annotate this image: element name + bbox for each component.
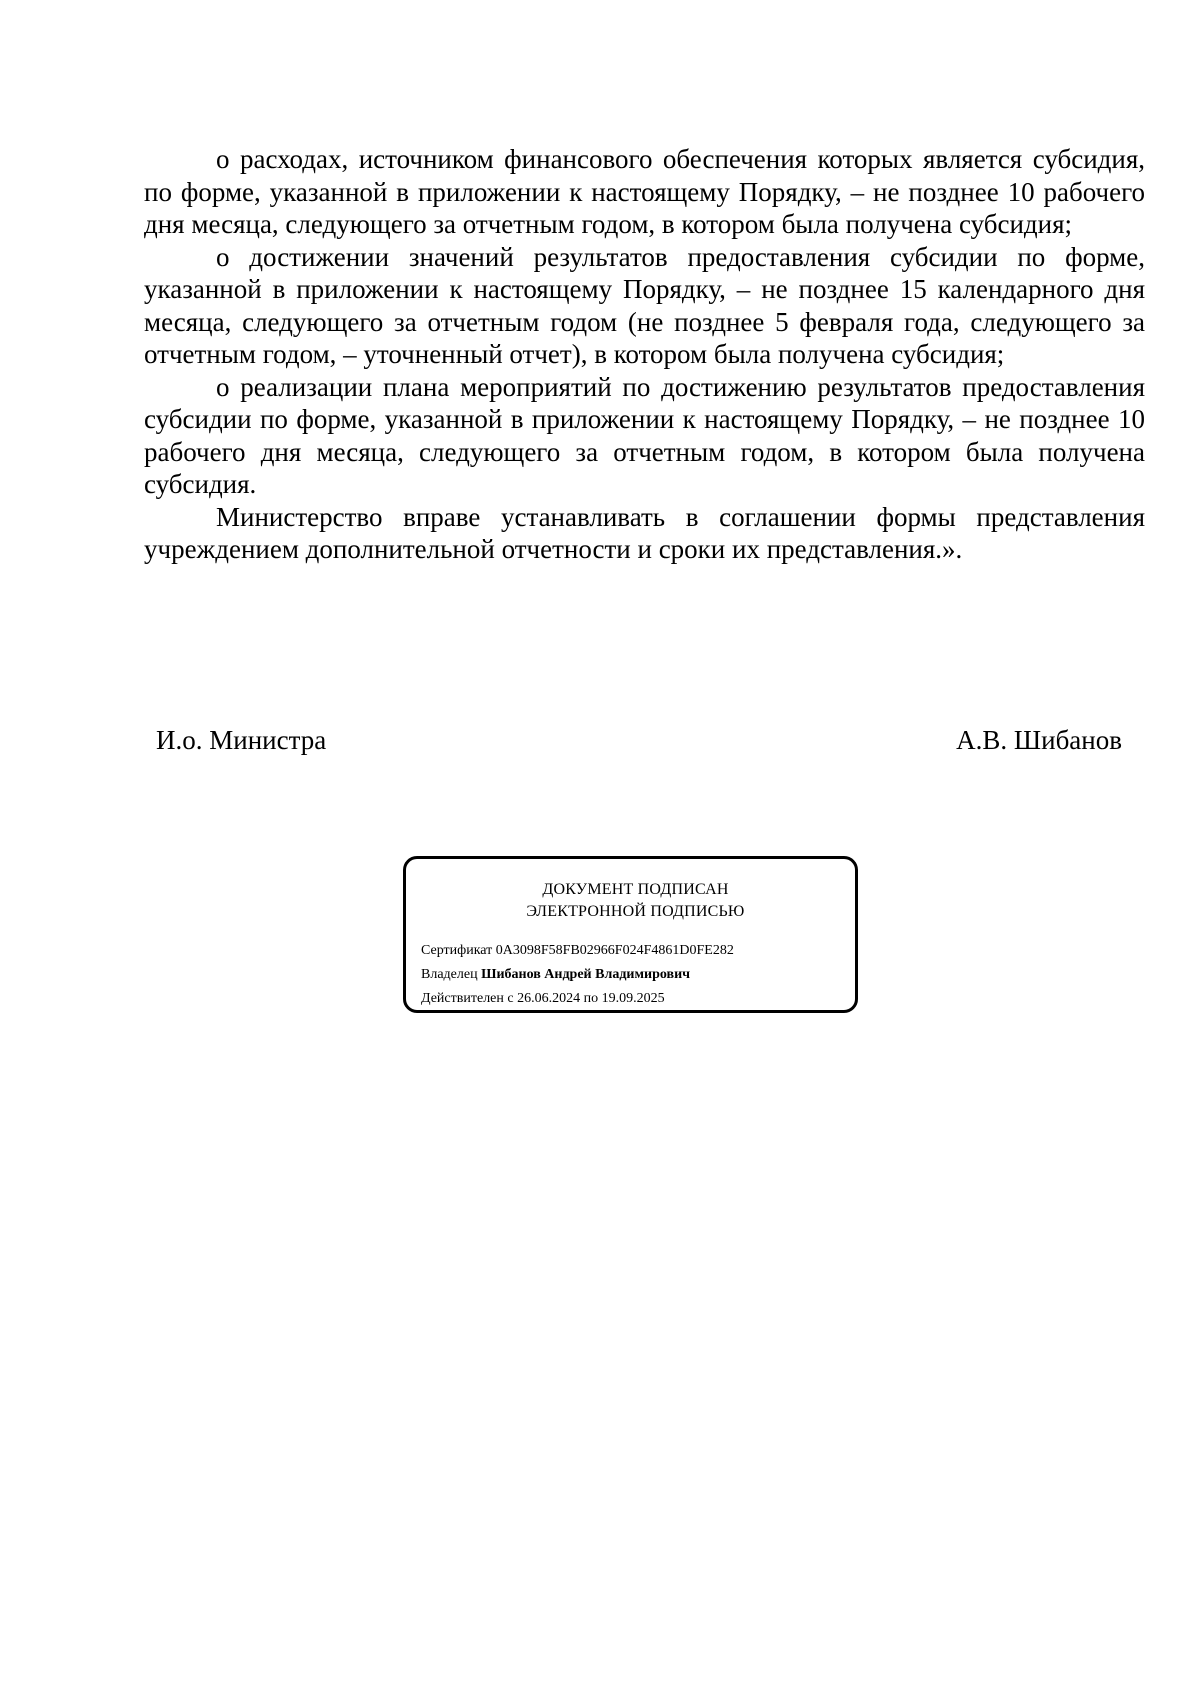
paragraph-ministry-rights: Министерство вправе устанавливать в соглашении формы представления учреждением дополнительной отчетности и сроки их представления.». [144, 501, 1145, 564]
signatory-name: А.В. Шибанов [956, 725, 1122, 755]
paragraph-results-report: о достижении значений результатов предоставления субсидии по форме, указанной в приложении к настоящему Порядку, – не позднее 15 календарного дня месяца, следующего за отчетным годом (не позднее 5 февраля года, следующего за отчетным годом, – уточненный отчет), в котором была получена субсидия; [144, 241, 1145, 369]
stamp-certificate-line [421, 939, 734, 963]
stamp-title [411, 879, 860, 923]
document-body [144, 143, 1145, 566]
stamp-title-line2: ЭЛЕКТРОННОЙ ПОДПИСЬЮ [526, 903, 745, 920]
stamp-valid-to: 19.09.2025 [601, 991, 665, 1006]
stamp-title-line1: ДОКУМЕНТ ПОДПИСАН [542, 881, 729, 898]
stamp-validity-line [421, 987, 734, 1011]
stamp-valid-to-label: по [583, 991, 599, 1006]
stamp-certificate-label: Сертификат [421, 943, 493, 958]
stamp-owner-line [421, 963, 734, 987]
electronic-signature-stamp [403, 856, 858, 1013]
stamp-valid-label: Действителен с [421, 991, 514, 1006]
signature-block [156, 723, 1122, 757]
stamp-owner-value: Шибанов Андрей Владимирович [481, 967, 691, 982]
paragraph-action-plan-report: о реализации плана мероприятий по достижению результатов предоставления субсидии по форме, указанной в приложении к настоящему Порядку, – не позднее 10 рабочего дня месяца, следующего за отчетным годом, в котором была получена субсидия. [144, 371, 1145, 499]
stamp-valid-from: 26.06.2024 [517, 991, 581, 1006]
stamp-certificate-value: 0A3098F58FB02966F024F4861D0FE282 [495, 943, 734, 958]
stamp-owner-label: Владелец [421, 967, 478, 982]
stamp-details [421, 939, 734, 1011]
paragraph-expenses-report: о расходах, источником финансового обеспечения которых является субсидия, по форме, указанной в приложении к настоящему Порядку, – не позднее 10 рабочего дня месяца, следующего за отчетным годом, в котором была получена субсидия; [144, 144, 1145, 239]
signatory-position: И.о. Министра [156, 725, 327, 755]
